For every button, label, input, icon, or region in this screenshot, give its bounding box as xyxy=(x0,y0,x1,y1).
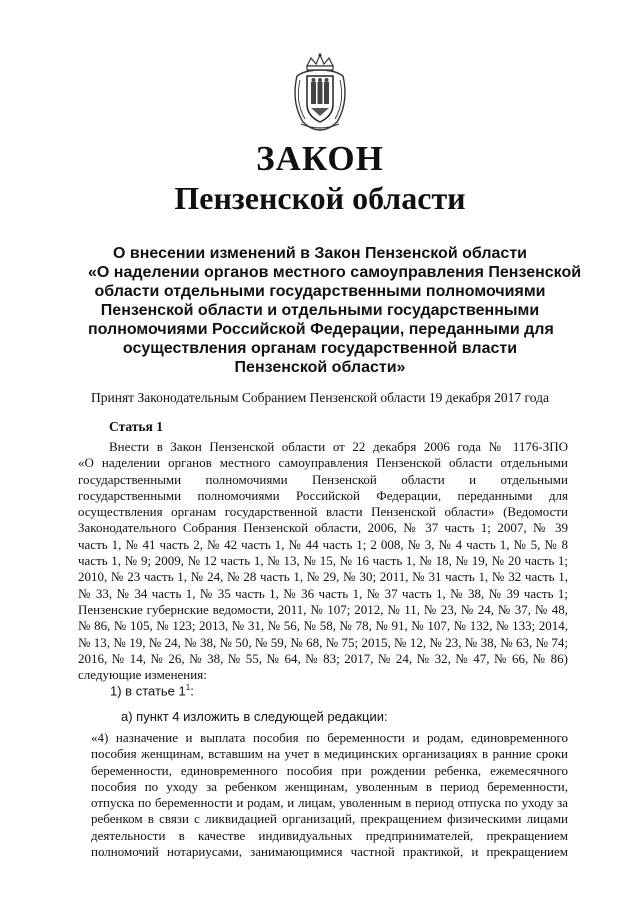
heading-line: области отдельными государственными полномочиями xyxy=(94,283,546,300)
body-line: № 33, № 34 часть 1, № 35 часть 1, № 36 часть 1, № 37 часть 1, № 38, № 39 часть 1; xyxy=(78,585,568,601)
body-line: Законодательного Собрания Пензенской области, 2006, № 37 часть 1; 2007, № 39 xyxy=(78,520,568,536)
body-line: государственными полномочиями Российской Федерации, переданными для xyxy=(78,487,568,503)
article-body xyxy=(78,439,568,683)
law-heading xyxy=(88,244,582,377)
quote-line: «4) назначение и выплата пособия по беременности и родам, единовременного xyxy=(91,730,568,745)
body-line: осуществления органам государственной власти Пензенской области» (Ведомости xyxy=(78,504,568,520)
adoption-note: Принят Законодательным Собранием Пензенской области 19 декабря 2017 года xyxy=(91,390,549,405)
amendment-item-1 xyxy=(110,683,194,698)
body-line: часть 1, № 41 часть 2, № 42 часть 1, № 44 часть 1; 2 008, № 3, № 4 часть 1, № 5, № 8 xyxy=(78,536,568,552)
amendment-subitem-a: а) пункт 4 изложить в следующей редакции: xyxy=(121,709,388,724)
heading-line: полномочиями Российской Федерации, переданными для xyxy=(88,321,554,338)
item1-text: 1) в статье 1 xyxy=(110,683,186,699)
heading-line: Пензенской области» xyxy=(234,359,406,376)
quote-line: ребенком в связи с ликвидацией организаций, прекращением физическими лицами xyxy=(91,811,568,827)
body-line: Внести в Закон Пензенской области от 22 декабря 2006 года № 1176-ЗПО xyxy=(109,439,568,454)
body-line: 2010, № 23 часть 1, № 24, № 28 часть 1, № 29, № 30; 2011, № 31 часть 1, № 32 часть 1, xyxy=(78,569,568,585)
quote-line: отпуска по беременности и родам, и лицам, уволенным в период отпуска по уходу за xyxy=(91,795,568,811)
quote-line: беременности, единовременного пособия при рождении ребенка, ежемесячного xyxy=(91,762,568,778)
article-title: Статья 1 xyxy=(109,419,163,434)
heading-line: осуществления органам государственной власти xyxy=(122,340,518,357)
coat-of-arms-emblem xyxy=(285,52,355,132)
item1-colon: : xyxy=(190,683,194,699)
body-line: следующие изменения: xyxy=(78,667,207,683)
body-line: государственными полномочиями Пензенской области и отдельными xyxy=(78,471,568,487)
law-title: ЗАКОН xyxy=(256,139,384,178)
body-line: 2016, № 14, № 26, № 38, № 55, № 64, № 83; 2017, № 24, № 32, № 47, № 66, № 86) xyxy=(78,650,568,666)
body-line: часть 1, № 9; 2009, № 12 часть 1, № 13, № 15, № 16 часть 1, № 18, № 19, № 20 часть 1; xyxy=(78,553,568,569)
quote-line: пособия по уходу за ребенком женщинам, уволенным в период беременности, xyxy=(91,778,568,794)
body-line: «О наделении органов местного самоуправления Пензенской области отдельными xyxy=(78,455,568,471)
quote-line: полномочий нотариусами, занимающимися частной практикой, и прекращением xyxy=(91,844,568,860)
body-line: № 13, № 19, № 24, № 38, № 50, № 59, № 68, № 75; 2015, № 12, № 23, № 38, № 63, № 74; xyxy=(78,634,568,650)
heading-line: «О наделении органов местного самоуправления Пензенской xyxy=(88,264,582,281)
heading-line: Пензенской области и отдельными государственными xyxy=(100,302,540,319)
quote-line: деятельности в качестве индивидуальных предпринимателей, прекращением xyxy=(91,827,568,843)
law-region: Пензенской области xyxy=(174,180,466,216)
body-line: № 86, № 105, № 123; 2013, № 31, № 56, № 58, № 78, № 91, № 107, № 132, № 133; 2014, xyxy=(78,618,568,634)
quote-line: пособия женщинам, вставшим на учет в медицинских организациях в ранние сроки xyxy=(91,746,568,762)
body-line: Пензенские губернские ведомости, 2011, № 107; 2012, № 11, № 23, № 24, № 37, № 48, xyxy=(78,601,568,617)
item1-superscript: 1 xyxy=(185,683,191,692)
amendment-quote xyxy=(91,730,568,860)
heading-line: О внесении изменений в Закон Пензенской области xyxy=(112,245,527,262)
